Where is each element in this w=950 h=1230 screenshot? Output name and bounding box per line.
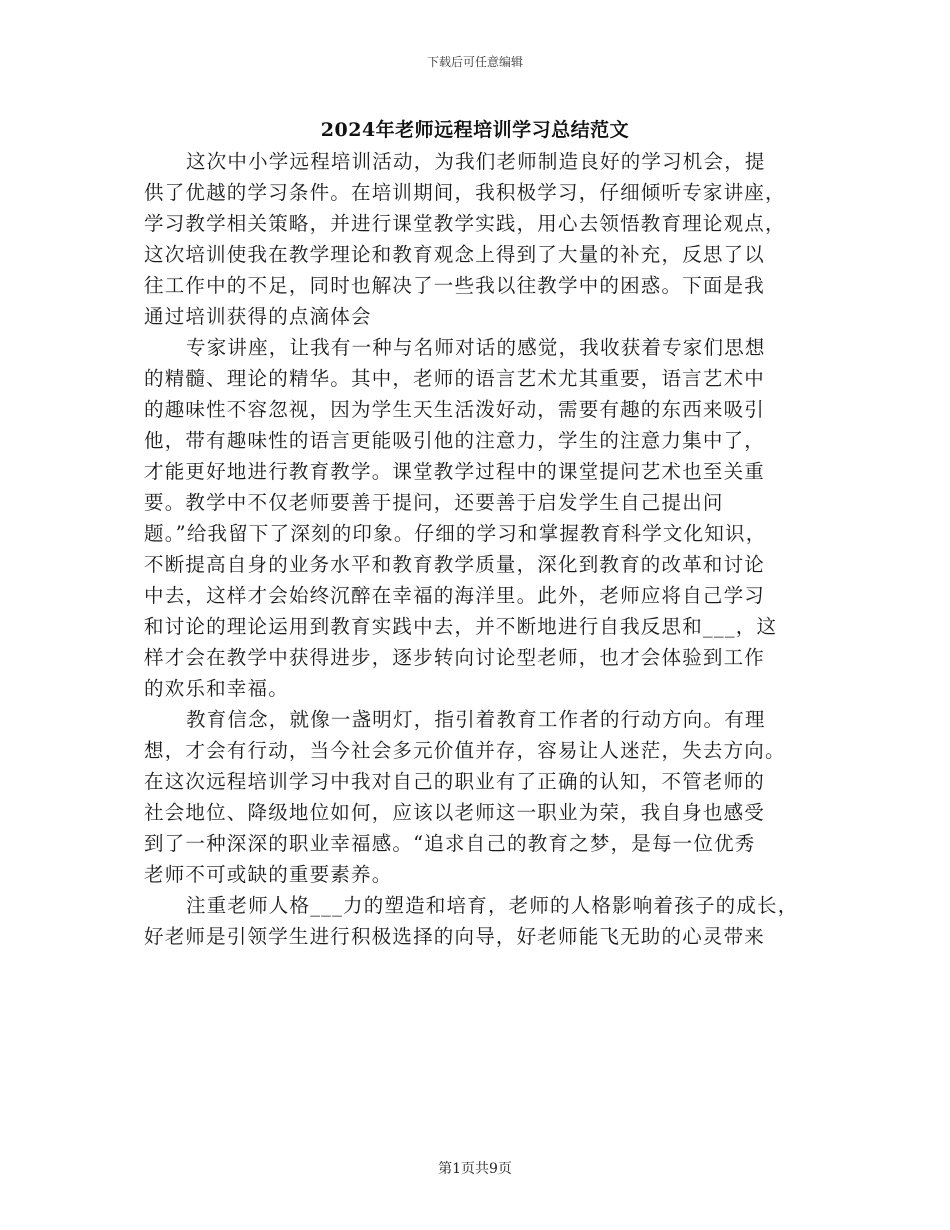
paragraph-line: 在这次远程培训学习中我对自己的职业有了正确的认知，不管老师的 — [144, 770, 766, 793]
paragraph-line: 他，带有趣味性的语言更能吸引他的注意力，学生的注意力集中了， — [144, 429, 766, 452]
paragraph-line: 样才会在教学中获得进步，逐步转向讨论型老师，也才会体验到工作 — [144, 646, 766, 669]
paragraph-line: 老师不可或缺的重要素养。 — [144, 863, 393, 886]
paragraph-line: 到了一种深深的职业幸福感。“追求自己的教育之梦，是每一位优秀 — [144, 832, 756, 855]
paragraph-line: 通过培训获得的点滴体会 — [144, 305, 372, 328]
paragraph-line: 不断提高自身的业务水平和教育教学质量，深化到教育的改革和讨论 — [144, 553, 766, 576]
paragraph — [144, 704, 809, 890]
paragraph — [144, 332, 809, 704]
paragraph-line: 这次培训使我在教学理论和教育观念上得到了大量的补充，反思了以 — [144, 243, 766, 266]
paragraph-line: 中去，这样才会始终沉醉在幸福的海洋里。此外，老师应将自己学习 — [144, 584, 766, 607]
paragraph-line: 专家讲座，让我有一种与名师对话的感觉，我收获着专家们思想 — [186, 336, 766, 359]
paragraph-line: 注重老师人格___力的塑造和培育，老师的人格影响着孩子的成长， — [186, 894, 799, 917]
header-note: 下载后可任意编辑 — [426, 55, 523, 69]
paragraph-line: 才能更好地进行教育教学。课堂教学过程中的课堂提问艺术也至关重 — [144, 460, 766, 483]
paragraph-line: 社会地位、降级地位如何，应该以老师这一职业为荣，我自身也感受 — [144, 801, 766, 824]
paragraph-line: 要。教学中不仅老师要善于提问，还要善于启发学生自己提出问 — [144, 491, 724, 514]
paragraph-line: 供了优越的学习条件。在培训期间，我积极学习，仔细倾听专家讲座， — [144, 181, 786, 204]
paragraph-line: 教育信念，就像一盏明灯，指引着教育工作者的行动方向。有理 — [186, 708, 766, 731]
paragraph-line: 学习教学相关策略，并进行课堂教学实践，用心去领悟教育理论观点， — [144, 212, 786, 235]
paragraph-line: 题。”给我留下了深刻的印象。仔细的学习和掌握教育科学文化知识， — [144, 522, 767, 545]
paragraph-line: 的欢乐和幸福。 — [144, 677, 289, 700]
paragraph-line: 的趣味性不容忽视，因为学生天生活泼好动，需要有趣的东西来吸引 — [144, 398, 766, 421]
paragraph-line: 好老师是引领学生进行积极选择的向导，好老师能飞无助的心灵带来 — [144, 925, 766, 948]
document-body — [144, 146, 809, 952]
paragraph-line: 的精髓、理论的精华。其中，老师的语言艺术尤其重要，语言艺术中 — [144, 367, 766, 390]
page-number: 第1页共9页 — [438, 1161, 512, 1177]
paragraph — [144, 146, 809, 332]
paragraph — [144, 890, 809, 952]
paragraph-line: 往工作中的不足，同时也解决了一些我以往教学中的困惑。下面是我 — [144, 274, 766, 297]
paragraph-line: 这次中小学远程培训活动，为我们老师制造良好的学习机会，提 — [186, 150, 766, 173]
paragraph-line: 和讨论的理论运用到教育实践中去，并不断地进行自我反思和___，这 — [144, 615, 778, 638]
document-title: 2024年老师远程培训学习总结范文 — [320, 119, 630, 141]
paragraph-line: 想，才会有行动，当今社会多元价值并存，容易让人迷茫，失去方向。 — [144, 739, 786, 762]
